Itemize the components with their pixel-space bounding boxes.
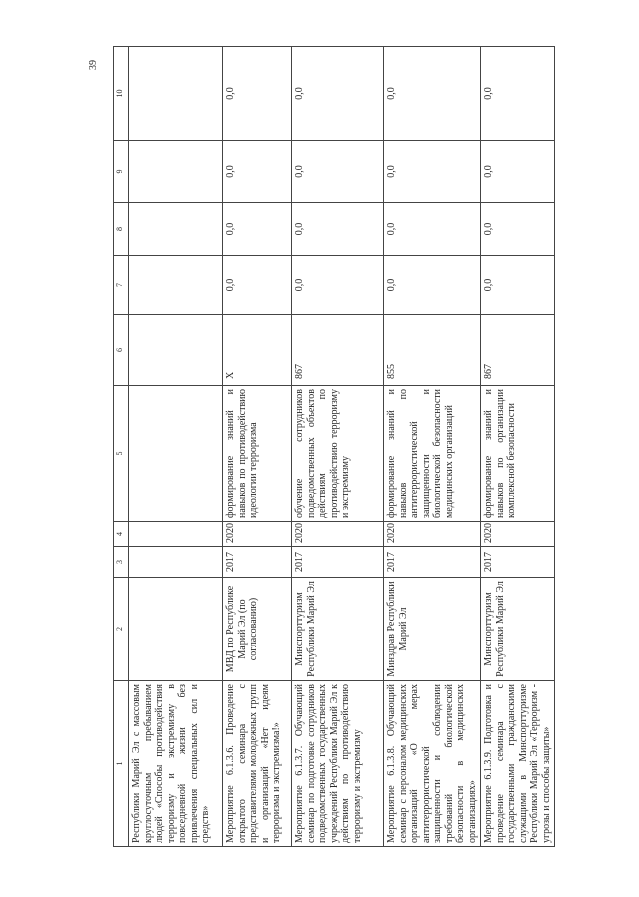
column-header: 5: [114, 386, 129, 522]
start-year-cell: 2017: [292, 547, 384, 578]
value-cell: 0,0: [223, 47, 292, 141]
measure-name-cell: Мероприятие 6.1.3.8. Обучающий семинар с персоналом медицинских организаций «О мерах антитеррористической защищенности и соблюдении требований биологической безопасности в медицинских организациях»: [384, 681, 481, 847]
budget-code-cell: [129, 315, 223, 386]
value-cell: 0,0: [384, 141, 481, 203]
column-header: 2: [114, 578, 129, 681]
measure-name-cell: Мероприятие 6.1.3.7. Обучающий семинар по подготовке сотрудников подведомственных государственных учреждений Республики Марий Эл к действиям по противодействию терроризму и экстремизму: [292, 681, 384, 847]
column-header: 10: [114, 47, 129, 141]
value-cell: 0,0: [481, 141, 555, 203]
start-year-cell: [129, 547, 223, 578]
executor-cell: Минздрав Республики Марий Эл: [384, 578, 481, 681]
page-number: 39: [88, 60, 99, 70]
value-cell: 0,0: [223, 203, 292, 256]
table-row: [129, 47, 223, 847]
header-row: [114, 47, 129, 847]
value-cell: 0,0: [292, 256, 384, 315]
value-cell: 0,0: [384, 203, 481, 256]
program-measures-table: [113, 46, 555, 847]
end-year-cell: [129, 522, 223, 547]
value-cell: 0,0: [384, 256, 481, 315]
table-row: [481, 47, 555, 847]
expected-result-cell: [129, 386, 223, 522]
value-cell: 0,0: [292, 203, 384, 256]
budget-code-cell: 867: [292, 315, 384, 386]
budget-code-cell: X: [223, 315, 292, 386]
value-cell: 0,0: [384, 47, 481, 141]
expected-result-cell: обучение сотрудников подведомственных объектов действиям по противодействию терроризму и экстремизму: [292, 386, 384, 522]
value-cell: 0,0: [481, 203, 555, 256]
budget-code-cell: 867: [481, 315, 555, 386]
value-cell: [129, 141, 223, 203]
value-cell: [129, 47, 223, 141]
expected-result-cell: формирование знаний и навыков по организации комплексной безопасности: [481, 386, 555, 522]
executor-cell: Минспорттуризм Республики Марий Эл: [481, 578, 555, 681]
table-row: [384, 47, 481, 847]
end-year-cell: 2020: [384, 522, 481, 547]
end-year-cell: 2020: [292, 522, 384, 547]
expected-result-cell: формирование знаний и навыков по противодействию идеологии терроризма: [223, 386, 292, 522]
end-year-cell: 2020: [481, 522, 555, 547]
start-year-cell: 2017: [384, 547, 481, 578]
measure-name-cell: Мероприятие 6.1.3.9. Подготовка и проведение семинара с государственными гражданскими служащими в Минспорттуризме Республики Марий Эл «Терроризм - угрозы и способы защиты»: [481, 681, 555, 847]
table-row: [292, 47, 384, 847]
value-cell: 0,0: [481, 47, 555, 141]
column-header: 1: [114, 681, 129, 847]
end-year-cell: 2020: [223, 522, 292, 547]
budget-code-cell: 855: [384, 315, 481, 386]
value-cell: 0,0: [223, 141, 292, 203]
value-cell: 0,0: [223, 256, 292, 315]
column-header: 9: [114, 141, 129, 203]
executor-cell: Минспорттуризм Республики Марий Эл: [292, 578, 384, 681]
executor-cell: [129, 578, 223, 681]
value-cell: 0,0: [292, 141, 384, 203]
column-header: 3: [114, 547, 129, 578]
start-year-cell: 2017: [481, 547, 555, 578]
column-header: 8: [114, 203, 129, 256]
column-header: 6: [114, 315, 129, 386]
rotated-page-content: [113, 47, 552, 847]
value-cell: [129, 203, 223, 256]
measure-name-cell: Мероприятие 6.1.3.6. Проведение открытого семинара с представителями молодежных групп и организаций «Нет идеям терроризма и экстремизма!»: [223, 681, 292, 847]
value-cell: 0,0: [292, 47, 384, 141]
measure-name-cell: Республики Марий Эл с массовым круглосуточным пребыванием людей «Способы противодействия терроризму и экстремизму в повседневной жизни без привлечения специальных сил и средств»: [129, 681, 223, 847]
expected-result-cell: формирование знаний и навыков по антитеррористической защищенности и биологической безопасности медицинских организаций: [384, 386, 481, 522]
table-row: [223, 47, 292, 847]
value-cell: [129, 256, 223, 315]
value-cell: 0,0: [481, 256, 555, 315]
column-header: 7: [114, 256, 129, 315]
column-header: 4: [114, 522, 129, 547]
executor-cell: МВД по Республике Марий Эл (по согласованию): [223, 578, 292, 681]
start-year-cell: 2017: [223, 547, 292, 578]
